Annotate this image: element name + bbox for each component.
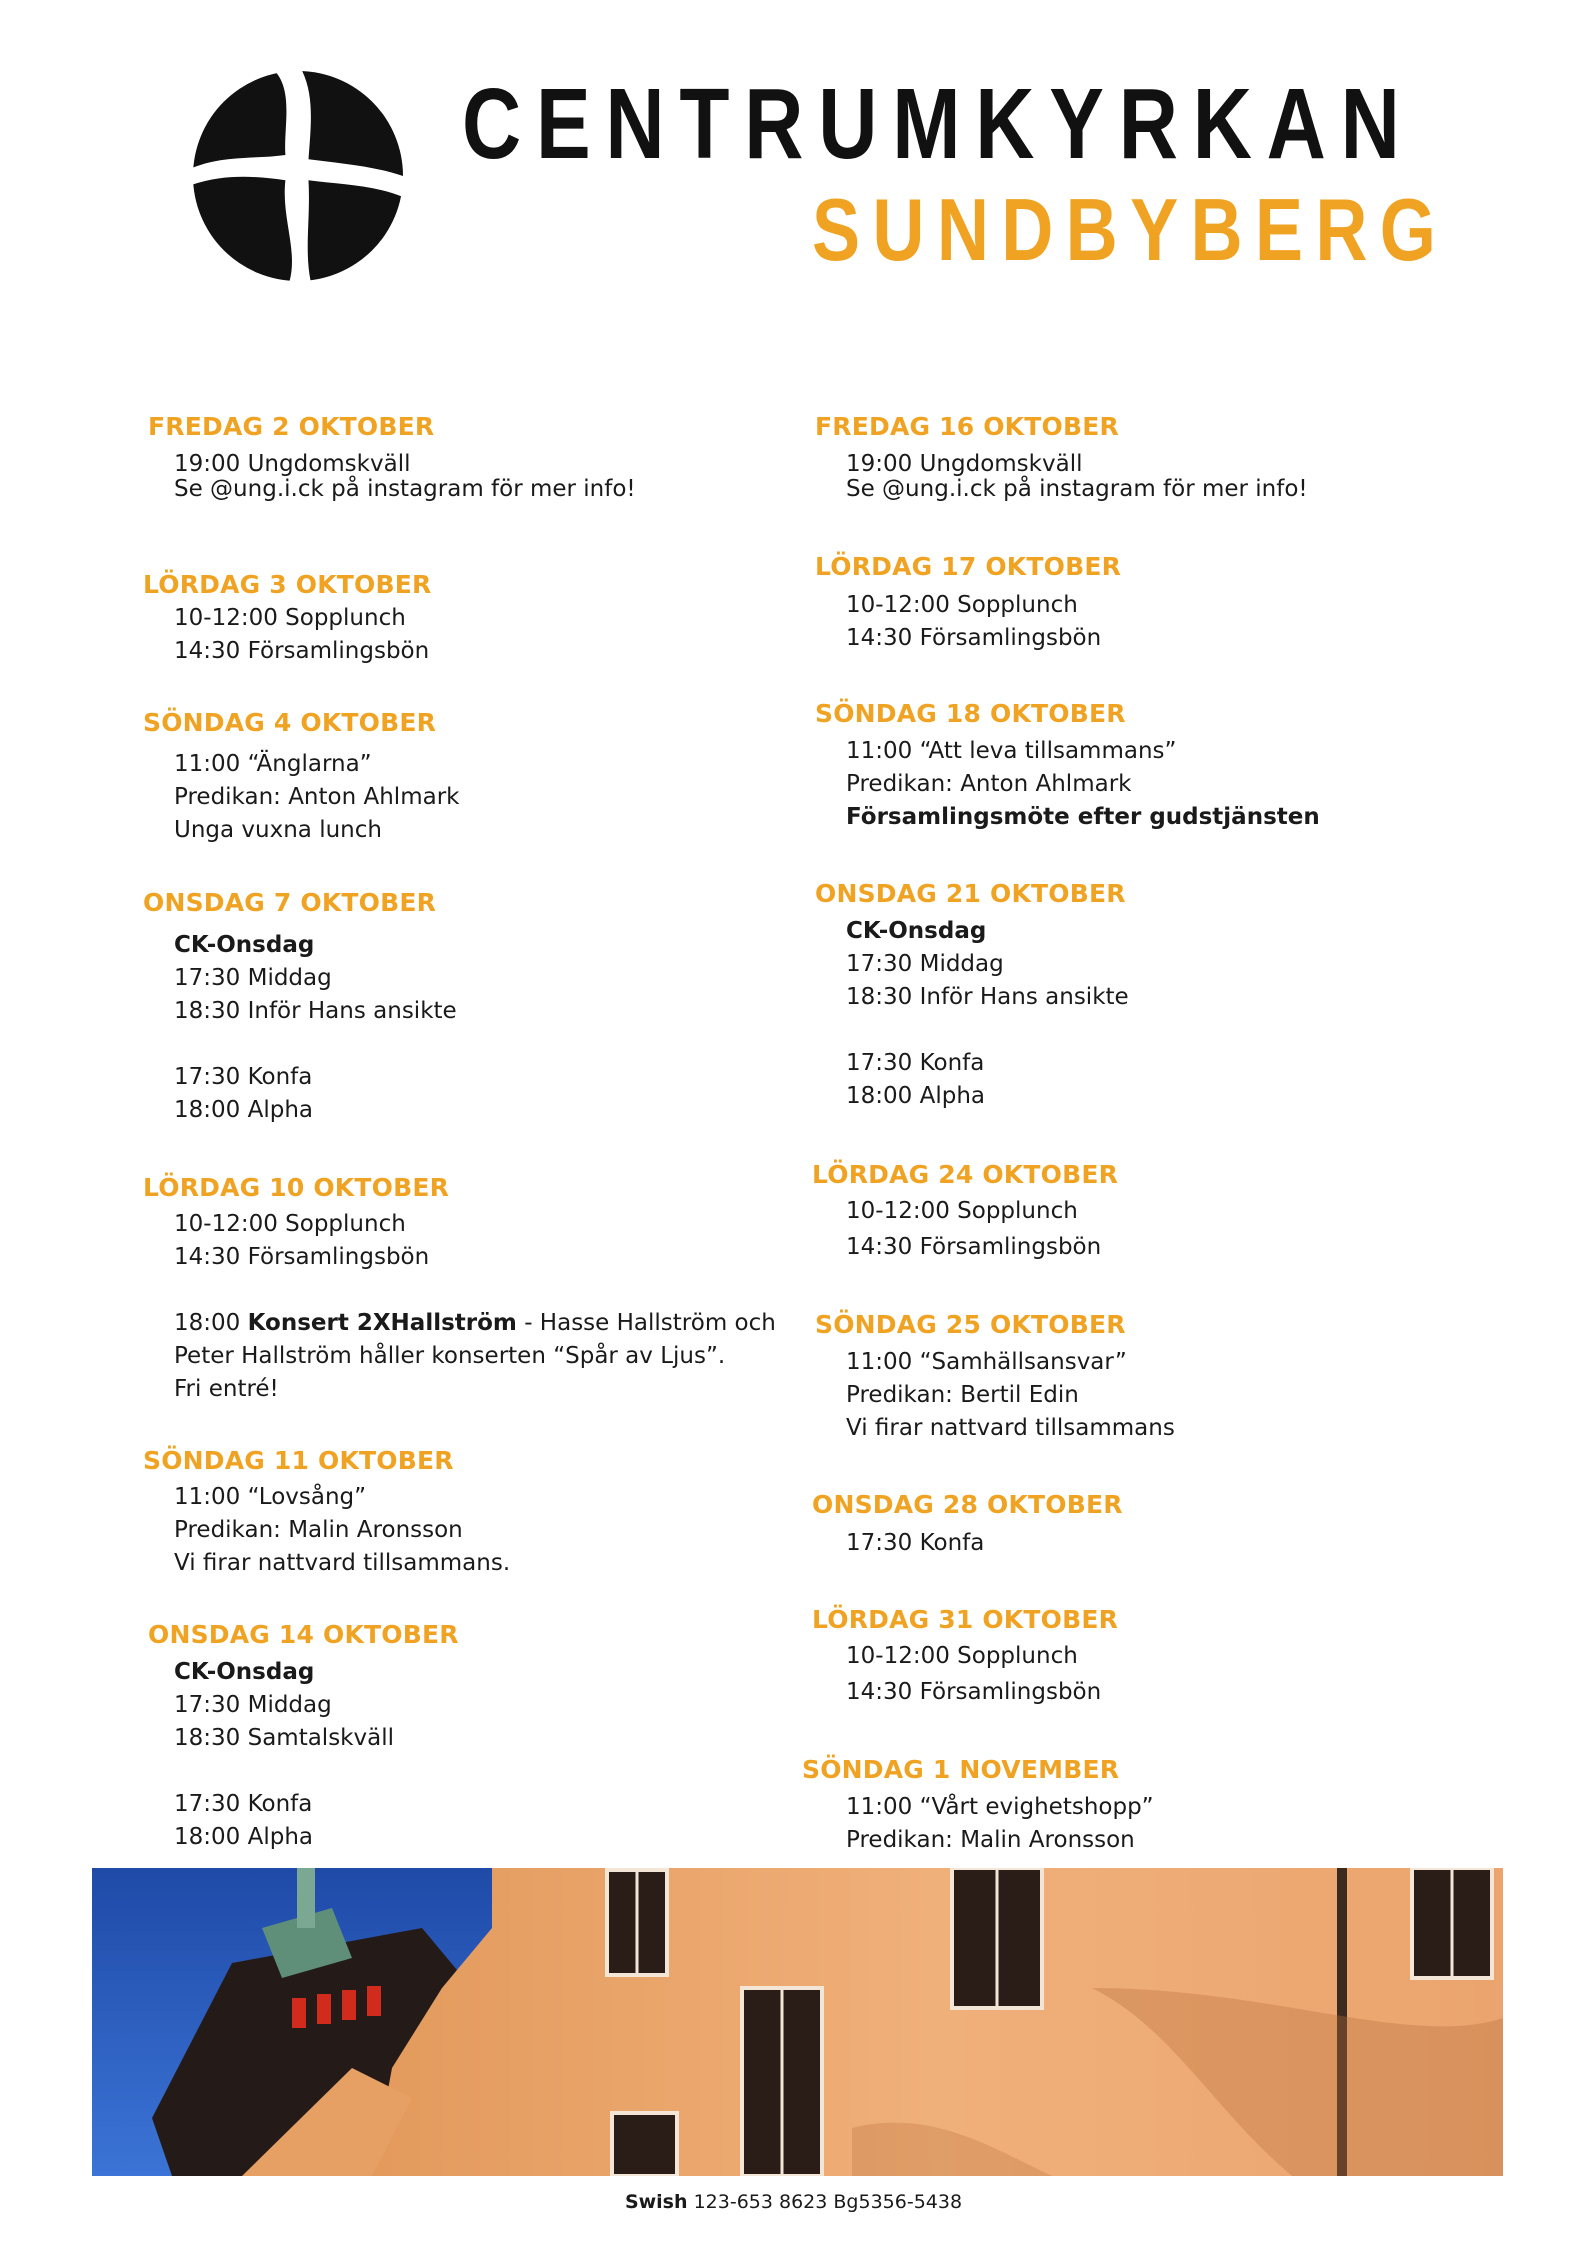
event-line: 17:30 Konfa <box>174 1064 313 1090</box>
day-title: FREDAG 16 OKTOBER <box>815 412 1119 441</box>
event-line: 18:00 Konsert 2XHallström - Hasse Hallström och <box>174 1310 776 1336</box>
event-line: Predikan: Anton Ahlmark <box>174 784 460 810</box>
event-line: Vi firar nattvard tillsammans. <box>174 1550 511 1576</box>
event-line: Församlingsmöte efter gudstjänsten <box>846 804 1320 830</box>
event-line: 14:30 Församlingsbön <box>174 638 430 664</box>
event-line: 18:00 Alpha <box>846 1083 985 1109</box>
day-title: SÖNDAG 11 OKTOBER <box>143 1446 454 1475</box>
day-title: LÖRDAG 24 OKTOBER <box>812 1160 1119 1189</box>
event-line: 14:30 Församlingsbön <box>174 1244 430 1270</box>
event-line: Fri entré! <box>174 1376 279 1402</box>
event-line: 10-12:00 Sopplunch <box>846 1643 1078 1669</box>
day-title: ONSDAG 14 OKTOBER <box>148 1620 459 1649</box>
event-line: Vi firar nattvard tillsammans <box>846 1415 1175 1441</box>
event-line: 18:00 Alpha <box>174 1097 313 1123</box>
event-line: 14:30 Församlingsbön <box>846 1234 1102 1260</box>
cross-circle-icon <box>193 71 403 281</box>
event-line: Peter Hallström håller konserten “Spår av Ljus”. <box>174 1343 726 1369</box>
event-line: 17:30 Konfa <box>174 1791 313 1817</box>
event-line: 14:30 Församlingsbön <box>846 1679 1102 1705</box>
day-title: FREDAG 2 OKTOBER <box>148 412 435 441</box>
event-line: Se @ung.i.ck på instagram för mer info! <box>174 476 636 502</box>
payment-info <box>0 2191 1587 2213</box>
event-line: 17:30 Middag <box>174 1692 332 1718</box>
event-line: Predikan: Anton Ahlmark <box>846 771 1132 797</box>
day-title: ONSDAG 21 OKTOBER <box>815 879 1126 908</box>
event-line: 10-12:00 Sopplunch <box>846 592 1078 618</box>
event-line: 17:30 Middag <box>846 951 1004 977</box>
day-title: ONSDAG 7 OKTOBER <box>143 888 437 917</box>
brand-location: SUNDBYBERG <box>812 180 1449 279</box>
event-line: 14:30 Församlingsbön <box>846 625 1102 651</box>
event-line: 18:00 Alpha <box>174 1824 313 1850</box>
event-line: CK-Onsdag <box>174 1659 315 1685</box>
event-line: 10-12:00 Sopplunch <box>846 1198 1078 1224</box>
event-line: 10-12:00 Sopplunch <box>174 605 406 631</box>
event-line: 11:00 “Vårt evighetshopp” <box>846 1794 1154 1820</box>
event-line: 11:00 “Lovsång” <box>174 1484 367 1510</box>
event-line: 10-12:00 Sopplunch <box>174 1211 406 1237</box>
event-line: Predikan: Malin Aronsson <box>174 1517 463 1543</box>
event-line: 18:30 Samtalskväll <box>174 1725 394 1751</box>
day-title: SÖNDAG 1 NOVEMBER <box>802 1755 1120 1784</box>
concert-name: Konsert 2XHallström <box>247 1310 517 1336</box>
event-line: 19:00 Ungdomskväll <box>846 451 1083 477</box>
day-title: SÖNDAG 25 OKTOBER <box>815 1310 1126 1339</box>
swish-label: Swish <box>624 2191 688 2213</box>
event-line: 11:00 “Att leva tillsammans” <box>846 738 1177 764</box>
day-title: LÖRDAG 3 OKTOBER <box>143 570 432 599</box>
event-line: 17:30 Konfa <box>846 1050 985 1076</box>
event-line: 19:00 Ungdomskväll <box>174 451 411 477</box>
payment-numbers: 123-653 8623 Bg5356-5438 <box>687 2191 963 2213</box>
brand-name: CENTRUMKYRKAN <box>462 68 1415 180</box>
day-title: LÖRDAG 10 OKTOBER <box>143 1173 450 1202</box>
event-line: CK-Onsdag <box>174 932 315 958</box>
day-title: SÖNDAG 18 OKTOBER <box>815 699 1126 728</box>
day-title: SÖNDAG 4 OKTOBER <box>143 708 437 737</box>
event-line: Unga vuxna lunch <box>174 817 382 843</box>
event-line: 17:30 Konfa <box>846 1530 985 1556</box>
event-line: CK-Onsdag <box>846 918 987 944</box>
event-line: 11:00 “Änglarna” <box>174 751 372 777</box>
day-title: LÖRDAG 31 OKTOBER <box>812 1605 1119 1634</box>
event-line: 18:30 Inför Hans ansikte <box>174 998 457 1024</box>
event-line: 11:00 “Samhällsansvar” <box>846 1349 1127 1375</box>
event-line: 18:30 Inför Hans ansikte <box>846 984 1129 1010</box>
event-line: Predikan: Bertil Edin <box>846 1382 1079 1408</box>
day-title: ONSDAG 28 OKTOBER <box>812 1490 1123 1519</box>
church-building-photo <box>92 1868 1503 2176</box>
event-line: 17:30 Middag <box>174 965 332 991</box>
event-line: Predikan: Malin Aronsson <box>846 1827 1135 1853</box>
event-line: Se @ung.i.ck på instagram för mer info! <box>846 476 1308 502</box>
day-title: LÖRDAG 17 OKTOBER <box>815 552 1122 581</box>
